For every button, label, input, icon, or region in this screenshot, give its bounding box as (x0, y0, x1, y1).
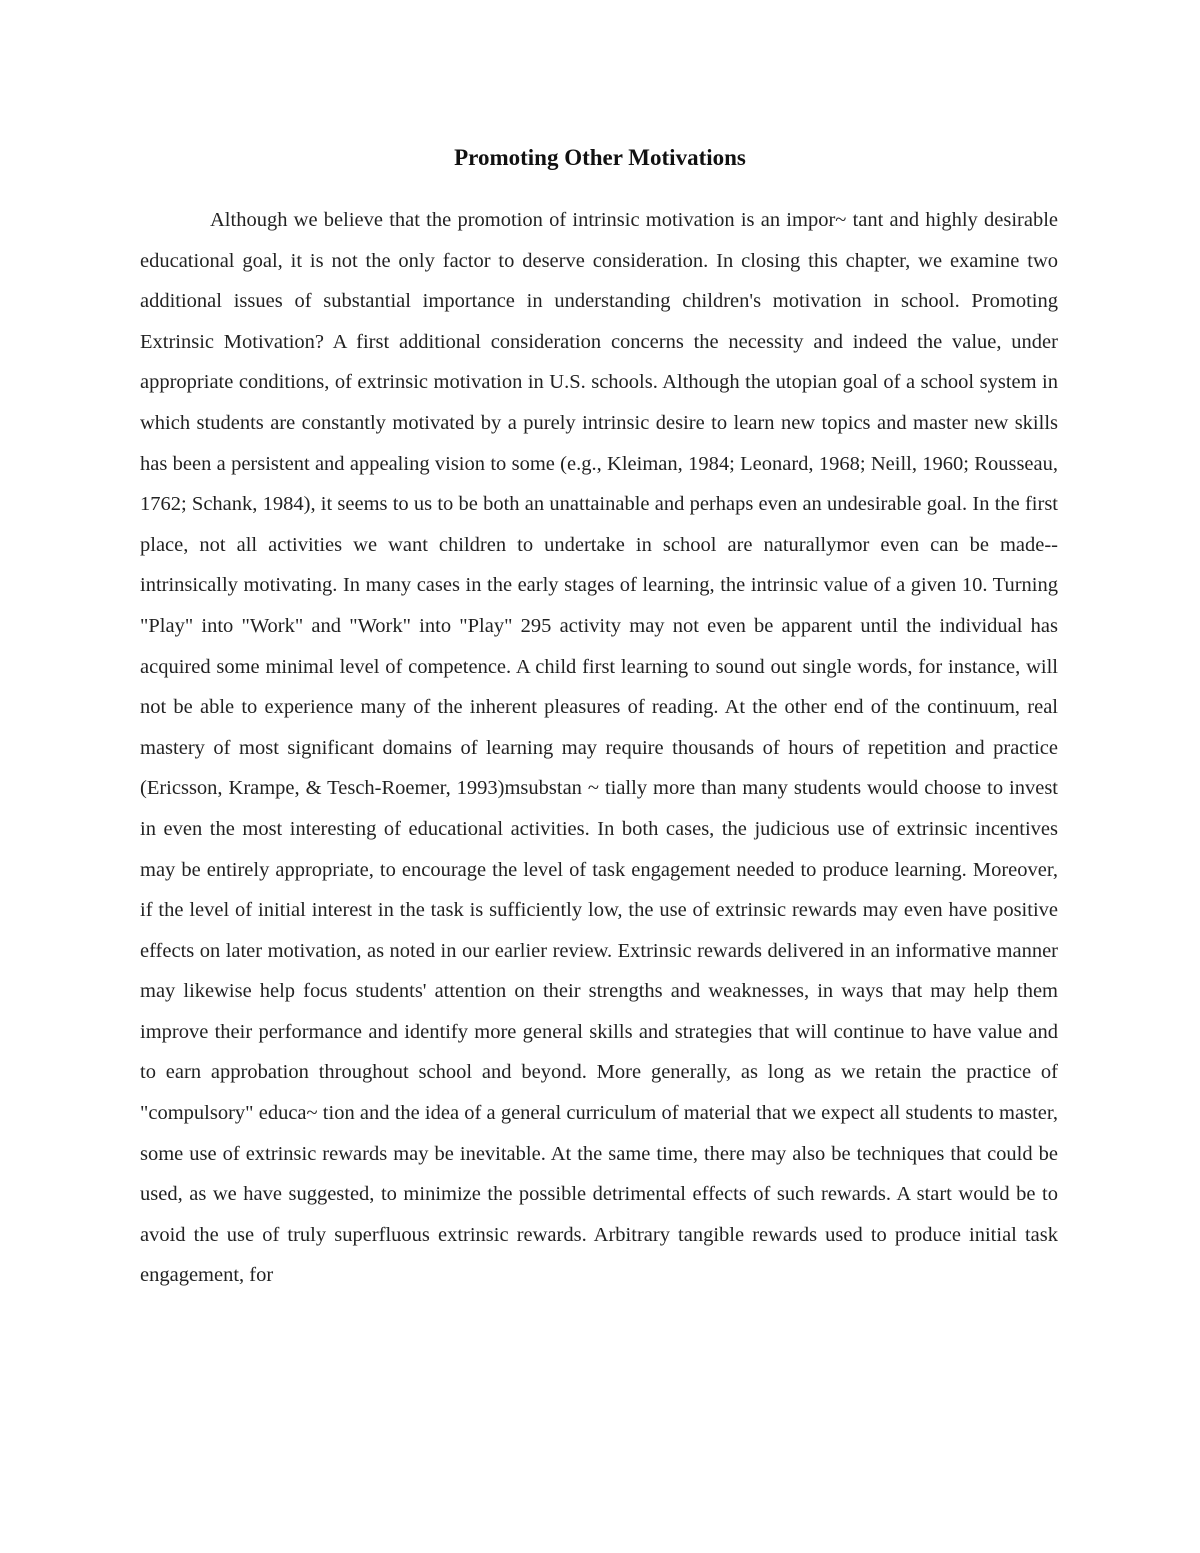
body-paragraph: Although we believe that the promotion of intrinsic motivation is an impor~ tant and highly desirable educational goal, it is not the only factor to deserve consideration. In closing this chapter, we examine two additional issues of substantial importance in understanding children's motivation in school. Promoting Extrinsic Motivation? A first additional consideration concerns the necessity and indeed the value, under appropriate conditions, of extrinsic motivation in U.S. schools. Although the utopian goal of a school system in which students are constantly motivated by a purely intrinsic desire to learn new topics and master new skills has been a persistent and appealing vision to some (e.g., Kleiman, 1984; Leonard, 1968; Neill, 1960; Rousseau, 1762; Schank, 1984), it seems to us to be both an unattainable and perhaps even an undesirable goal. In the first place, not all activities we want children to undertake in school are naturallymor even can be made--intrinsically motivating. In many cases in the early stages of learning, the intrinsic value of a given 10. Turning "Play" into "Work" and "Work" into "Play" 295 activity may not even be apparent until the individual has acquired some minimal level of competence. A child first learning to sound out single words, for instance, will not be able to experience many of the inherent pleasures of reading. At the other end of the continuum, real mastery of most significant domains of learning may require thousands of hours of repetition and practice (Ericsson, Krampe, & Tesch-Roemer, 1993)msubstan ~ tially more than many students would choose to invest in even the most interesting of educational activities. In both cases, the judicious use of extrinsic incentives may be entirely appropriate, to encourage the level of task engagement needed to produce learning. Moreover, if the level of initial interest in the task is sufficiently low, the use of extrinsic rewards may even have positive effects on later motivation, as noted in our earlier review. Extrinsic rewards delivered in an informative manner may likewise help focus students' attention on their strengths and weaknesses, in ways that may help them improve their performance and identify more general skills and strategies that will continue to have value and to earn approbation throughout school and beyond. More generally, as long as we retain the practice of "compulsory" educa~ tion and the idea of a general curriculum of material that we expect all students to master, some use of extrinsic rewards may be inevitable. At the same time, there may also be techniques that could be used, as we have suggested, to minimize the possible detrimental effects of such rewards. A start would be to avoid the use of truly superfluous extrinsic rewards. Arbitrary tangible rewards used to produce initial task engagement, for (140, 209, 1058, 1287)
document-title: Promoting Other Motivations (454, 145, 746, 170)
